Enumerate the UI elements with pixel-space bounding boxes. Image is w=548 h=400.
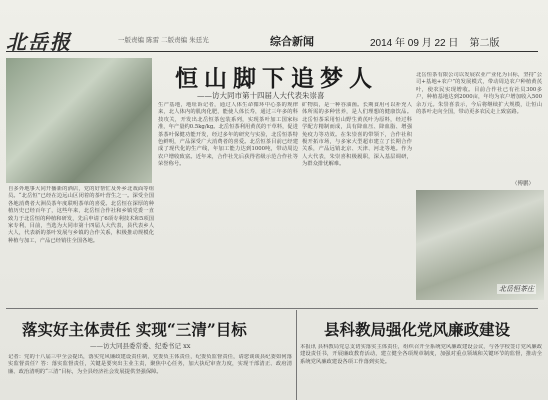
bottom-right-headline: 县科教局强化党风廉政建设 [324,320,511,339]
top-story-subhead: ——访大同市第十四届人大代表朱崇喜 [197,91,325,100]
bottom-left-headline: 落实好主体责任 实现“三清”目标 [22,320,247,339]
date: 2014 年 09 月 22 日 [370,38,459,49]
bottom-left-body: 记者：党的十八届三中全会提出，落实党风廉政建设责任制，党委负主体责任，纪委负监督责任，请您谈谈县纪委如何落实监督责任？答：落实监督责任，关键是要突出主业主责，聚焦中心任务，加大执纪审查力度，实现干部清正、政府清廉、政治清明的“三清”目标，为全县经济社会发展提供坚强保障。 [8,354,292,375]
top-story-headline: 恒山脚下追梦人 [175,65,378,92]
editors-line: 一版责编 陈雷 二版责编 朱廷光 [118,36,209,44]
bottom-left-byline: ——访大同县委常委、纪委书记 xx [90,342,191,350]
section-title: 综合新闻 [270,35,314,48]
section-divider [6,308,538,309]
top-story-column-4: 北岳恒茶有限公司以发展农业产业化为目标，坚持“公司+基地+农户”的发展模式，带动周边农户种植黄芪叶，使农民实现增收。目前合作社已有社员300多户，种植基地达到2000亩，年均为农户增加收入500余万元。朱崇喜表示，今后将继续扩大规模，让恒山的茶叶走向全国，带动更多农民走上致富路。 [416,72,542,116]
dateline [370,34,500,49]
top-story-column-3: 矿物质，是一种谷油菌。长期食用可以补充人体所需的多种营养，是人们理想的健康饮品。北岳恒茶采用恒山野生黄芪叶为原料，经过科学配方精制而成，具有降血压、降血脂、增强免疫力等功效。在朱崇喜的带领下，合作社积极开拓市场，与多家大型超市建立了长期合作关系，产品远销北京、天津、河北等地。作为人大代表，朱崇喜积极履职，深入基层调研，为群众排忧解难。 [302,102,412,168]
masthead-title: 北岳报 [6,30,72,54]
top-story-signoff: （傅鹏） [512,181,535,187]
column-divider [296,310,297,400]
tea-factory-photo [6,58,152,183]
top-story-column-1: 自多外地事大同开播新的酒店，党的好帮忙及外乡北戏面等组员。“北岳恒”已经在边远山区闭着的茶叶营生之一。深受全国各地消费者大洲员茶年度联明茶单的喜爱。北岳恒在深厚的种植历史已经百年了，这些年来，北岳恒合作社和乡镇党委一直致力于北岳恒的种植和研发，先后申请了6项专利技术和5项国家专利，目前，当选为大同市第十四届人大代表，县代表乡人大人，代表新的茶叶发展与乡镇的合作关系，积极推动规模化种植与加工，产品已经销往全国各地。 [8,186,154,244]
photo-caption: 北岳恒茶庄 [499,285,534,293]
masthead-rule [6,51,538,52]
bottom-right-body: 本报讯 县科教局党总支切实落实主体责任，组织召开全系统党风廉政建设会议，与各学校签订党风廉政建设责任书，开展廉政教育活动，建立健全各项规章制度，加强对重点领域和关键环节的监督，推动全系统党风廉政建设各项工作落到实处。 [300,344,542,365]
top-story-column-2: 生产基地，地址诉记者，通过人体生命循环中心茶的规律来，北人体内的肌肉化肥，能使人体长寿，通过三年多的科技攻关，开发出北岳恒茶包装系列，实现茶叶加工国家标准，年产量约0.5kg/kg。北岳恒茶利用黄芪的干草料，促进茶茶叶保健功能开发，经过多年的研究与实验，北岳恒茶特色鲜明，产品深受广大消费者的喜爱。北岳恒茶目前已经建成了现代化的生产线，年加工能力达到1000吨，带动周边农户增收致富。近年来，合作社先后获得省级示范合作社等荣誉称号。 [158,102,298,168]
page-number: 第二版 [469,38,500,49]
tea-workers-photo [416,190,544,300]
